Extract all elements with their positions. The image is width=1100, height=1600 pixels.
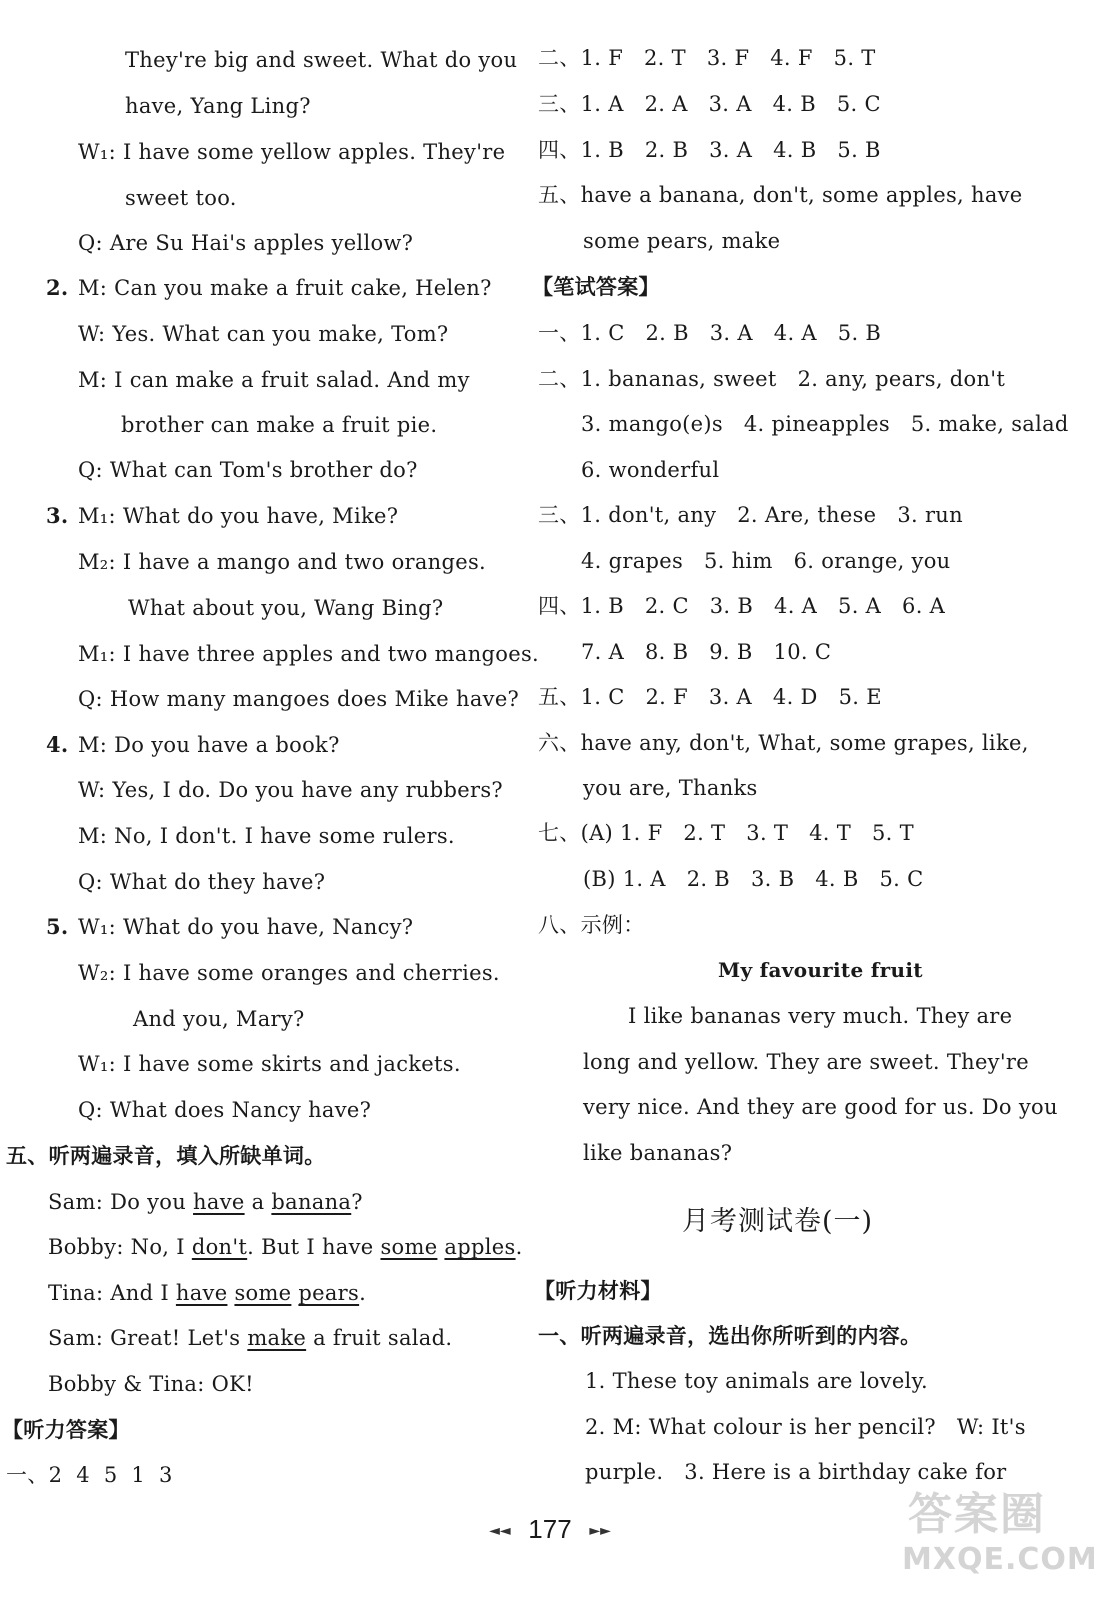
- answer-line: 4. grapes 5. him 6. orange, you: [581, 549, 951, 573]
- item-number: 3.: [46, 503, 69, 528]
- answer-line: you are, Thanks: [583, 776, 758, 800]
- text-line: M₁: I have three apples and two mangoes.: [78, 642, 540, 666]
- answer-line: (B) 1. A 2. B 3. B 4. B 5. C: [583, 867, 924, 891]
- text-line: have, Yang Ling?: [125, 94, 311, 118]
- answer-line: 八、示例：: [538, 913, 645, 937]
- answer-line: 三、1. don't, any 2. Are, these 3. run: [538, 503, 963, 527]
- text-line: Q: How many mangoes does Mike have?: [78, 687, 520, 711]
- text-line: M: I can make a fruit salad. And my: [78, 368, 470, 392]
- text-line: M: No, I don't. I have some rulers.: [78, 824, 455, 848]
- text-line: W₁: What do you have, Nancy?: [78, 915, 414, 939]
- text-line: Q: What do they have?: [78, 870, 326, 894]
- text-line: Q: What can Tom's brother do?: [78, 458, 418, 482]
- answer-line: 3. mango(e)s 4. pineapples 5. make, salad: [581, 412, 1069, 436]
- text-line: W₁: I have some skirts and jackets.: [78, 1052, 461, 1076]
- text-line: 1. These toy animals are lovely.: [585, 1369, 928, 1393]
- answer-line: 一、2 4 5 1 3: [6, 1463, 173, 1487]
- text-line: 2. M: What colour is her pencil? W: It's: [585, 1415, 1026, 1439]
- answer-line: 四、1. B 2. C 3. B 4. A 5. A 6. A: [538, 594, 946, 618]
- essay-title: My favourite fruit: [718, 958, 923, 982]
- text-line: brother can make a fruit pie.: [121, 413, 438, 437]
- essay-line: I like bananas very much. They are: [628, 1004, 1013, 1028]
- answer-line: 三、1. A 2. A 3. A 4. B 5. C: [538, 92, 881, 116]
- text-line: M₂: I have a mango and two oranges.: [78, 550, 487, 574]
- text-line: W₁: I have some yellow apples. They're: [78, 140, 506, 164]
- dialogue-line: Tina: And I have some pears.: [48, 1281, 367, 1305]
- watermark-logo: [900, 1478, 1098, 1588]
- text-line: M: Can you make a fruit cake, Helen?: [78, 276, 492, 300]
- text-line: W: Yes. What can you make, Tom?: [78, 322, 449, 346]
- dialogue-line: Sam: Great! Let's make a fruit salad.: [48, 1326, 453, 1350]
- answer-line: 五、have a banana, don't, some apples, have: [538, 183, 1023, 207]
- text-line: M₁: What do you have, Mike?: [78, 504, 399, 528]
- dialogue-line: Bobby: No, I don't. But I have some apples.: [48, 1235, 523, 1259]
- text-line: sweet too.: [125, 186, 237, 210]
- monthly-test-title: 月考测试卷(一): [682, 1206, 874, 1237]
- page-number: 177: [528, 1514, 572, 1544]
- section-title: 一、听两遍录音，选出你所听到的内容。: [538, 1324, 922, 1348]
- answer-line: 6. wonderful: [581, 458, 720, 482]
- answer-line: 五、1. C 2. F 3. A 4. D 5. E: [538, 685, 882, 709]
- text-line: Q: What does Nancy have?: [78, 1098, 372, 1122]
- answer-line: 七、(A) 1. F 2. T 3. T 4. T 5. T: [538, 821, 914, 845]
- essay-line: like bananas?: [583, 1141, 733, 1165]
- dialogue-line: Sam: Do you have a banana?: [48, 1190, 363, 1214]
- section-header: 【听力答案】: [2, 1418, 130, 1442]
- answer-line: 二、1. F 2. T 3. F 4. F 5. T: [538, 46, 876, 70]
- answer-line: 六、have any, don't, What, some grapes, like,: [538, 731, 1029, 755]
- text-line: M: Do you have a book?: [78, 733, 340, 757]
- item-number: 5.: [46, 914, 69, 939]
- text-line: W₂: I have some oranges and cherries.: [78, 961, 500, 985]
- text-line: Q: Are Su Hai's apples yellow?: [78, 231, 414, 255]
- prev-arrows-icon: ◄◄: [489, 1523, 511, 1539]
- text-line: purple. 3. Here is a birthday cake for: [585, 1460, 1007, 1484]
- answer-line: 一、1. C 2. B 3. A 4. A 5. B: [538, 321, 882, 345]
- item-number: 4.: [46, 732, 69, 757]
- text-line: W: Yes, I do. Do you have any rubbers?: [78, 778, 503, 802]
- dialogue-line: Bobby & Tina: OK!: [48, 1372, 254, 1396]
- text-line: And you, Mary?: [133, 1007, 305, 1031]
- text-line: They're big and sweet. What do you: [125, 48, 518, 72]
- answer-line: some pears, make: [583, 229, 781, 253]
- essay-line: long and yellow. They are sweet. They're: [583, 1050, 1029, 1074]
- essay-line: very nice. And they are good for us. Do you: [583, 1095, 1058, 1119]
- section-header: 【听力材料】: [534, 1279, 662, 1303]
- answer-line: 四、1. B 2. B 3. A 4. B 5. B: [538, 138, 881, 162]
- answer-line: 7. A 8. B 9. B 10. C: [581, 640, 832, 664]
- watermark-text: 答案圈: [908, 1489, 1046, 1540]
- section-title: 五、听两遍录音，填入所缺单词。: [6, 1144, 326, 1168]
- text-line: What about you, Wang Bing?: [128, 596, 444, 620]
- item-number: 2.: [46, 275, 69, 300]
- next-arrows-icon: ►►: [589, 1523, 611, 1539]
- watermark-url: MXQE.COM: [902, 1542, 1098, 1577]
- answer-line: 二、1. bananas, sweet 2. any, pears, don't: [538, 367, 1006, 391]
- section-header: 【笔试答案】: [532, 275, 660, 299]
